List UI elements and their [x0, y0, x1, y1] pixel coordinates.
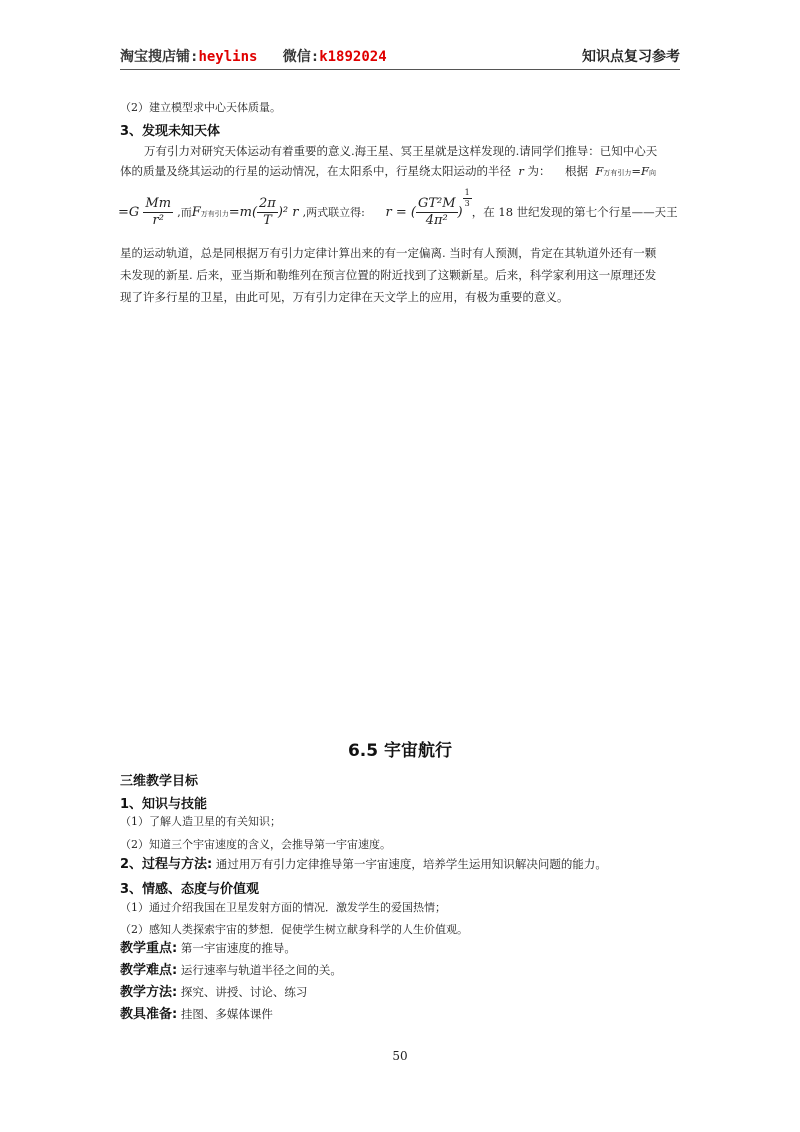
teaching-difficulty [120, 959, 680, 982]
wechat-label: 微信: [282, 49, 320, 65]
formula-F: F [191, 205, 201, 220]
numerator: Mm [145, 196, 172, 211]
text-span: 为： [527, 164, 551, 178]
formula-sub: 向 [649, 169, 657, 177]
formula-part: r = ( [385, 205, 416, 220]
header-shop-info [120, 46, 387, 66]
var-r: r [518, 164, 524, 178]
fraction-Mm-over-r2 [143, 196, 173, 229]
page-number: 50 [392, 1049, 408, 1063]
page-header [120, 46, 680, 68]
formula-part: =m( [228, 205, 258, 220]
value: 运行速率与轨道半径之间的关。 [180, 963, 342, 977]
label: 教学难点: [120, 963, 178, 978]
paragraph-line [120, 160, 680, 185]
text-span: 根据 [565, 164, 589, 178]
denominator: T [263, 213, 272, 228]
formula-part: =G [118, 205, 140, 220]
numerator: GT²M [417, 196, 456, 211]
goal-item: （2）知道三个宇宙速度的含义，会推导第一宇宙速度。 [120, 838, 391, 851]
denominator: 3 [464, 199, 470, 208]
goal-item: （1）通过介绍我国在卫星发射方面的情况．激发学生的爱国热情； [120, 901, 446, 914]
value: 第一宇宙速度的推导。 [180, 941, 296, 955]
fraction-2pi-over-T [257, 196, 278, 229]
label: 教学方法: [120, 985, 178, 1000]
label: 教具准备: [120, 1007, 178, 1022]
header-divider [120, 69, 680, 70]
heading-discover-unknown-body: 3、发现未知天体 [120, 124, 221, 139]
exponent-one-third [463, 188, 472, 209]
teaching-key-point [120, 937, 680, 960]
formula-tail: ，在 18 世纪发现的第七个行星——天王 [471, 205, 678, 219]
gravitation-formula [118, 188, 678, 229]
numerator: 1 [464, 188, 470, 197]
knowledge-skills-heading: 1、知识与技能 [120, 797, 208, 812]
numerator: 2π [259, 196, 276, 211]
lesson-title: 6.5 宇宙航行 [347, 741, 453, 761]
formula-part: ,而 [177, 206, 192, 219]
formula-sub: 万有引力 [603, 169, 632, 177]
teaching-method [120, 981, 680, 1004]
paragraph-line: 星的运动轨道，总是同根据万有引力定律计算出来的有一定偏离. 当时有人预测，肯定在其轨道外还有一颗 [120, 246, 657, 260]
goals-heading: 三维教学目标 [120, 774, 199, 789]
formula-part: ) [457, 205, 463, 220]
goal-item: （1）了解人造卫星的有关知识； [120, 815, 281, 828]
formula-part: ,两式联立得: [302, 206, 365, 219]
denominator: r² [152, 213, 164, 228]
item-2-build-model: （2）建立模型求中心天体质量。 [120, 101, 281, 114]
fraction-GT2M-over-4pi2 [416, 196, 458, 229]
denominator: 4π² [425, 213, 448, 228]
formula-eq: =F [631, 164, 650, 178]
value: 探究、讲授、讨论、练习 [180, 985, 308, 999]
label: 教学重点: [120, 941, 178, 956]
shop-name: heylins [198, 49, 258, 65]
teaching-tools [120, 1003, 680, 1026]
formula-F: F [595, 164, 604, 178]
process-method-line [120, 853, 680, 876]
process-method-text: 通过用万有引力定律推导第一宇宙速度，培养学生运用知识解决问题的能力。 [215, 857, 607, 871]
formula-sub: 万有引力 [200, 210, 229, 218]
process-method-heading: 2、过程与方法: [120, 857, 213, 872]
emotion-values-heading: 3、情感、态度与价值观 [120, 882, 260, 897]
goal-item: （2）感知人类探索宇宙的梦想．促使学生树立献身科学的人生价值观。 [120, 923, 468, 936]
wechat-id: k1892024 [319, 49, 387, 65]
value: 挂图、多媒体课件 [180, 1007, 273, 1021]
text-span: 体的质量及绕其运动的行星的运动情况，在太阳系中，行星绕太阳运动的半径 [120, 164, 511, 178]
header-title: 知识点复习参考 [582, 49, 680, 65]
paragraph-line: 现了许多行星的卫星，由此可见，万有引力定律在天文学上的应用，有极为重要的意义。 [120, 290, 569, 304]
shop-label: 淘宝搜店铺: [120, 49, 199, 65]
formula-part: )² r [277, 205, 299, 220]
paragraph-line: 万有引力对研究天体运动有着重要的意义.海王星、冥王星就是这样发现的.请同学们推导：已知中心天 [144, 144, 658, 158]
paragraph-line: 未发现的新星. 后来，亚当斯和勒维列在预言位置的附近找到了这颗新星。后来，科学家利用这一原理还发 [120, 268, 657, 282]
